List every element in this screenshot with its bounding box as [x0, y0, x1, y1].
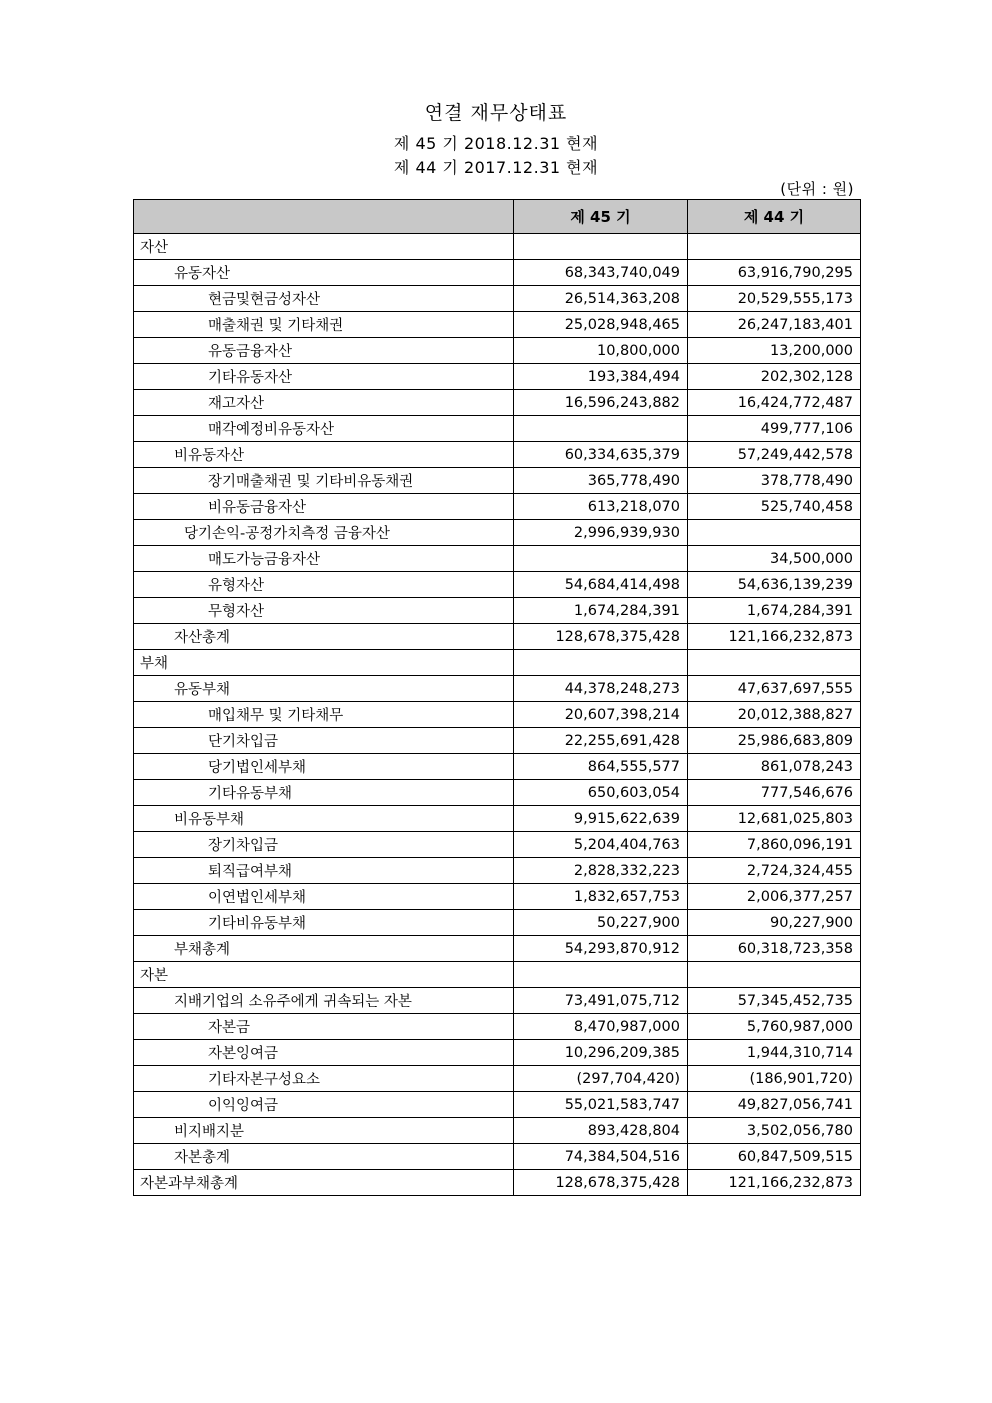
table-row	[134, 676, 861, 702]
current-period-value	[514, 962, 688, 988]
column-header-prior: 제 44 기	[688, 200, 861, 234]
prior-period-value: 378,778,490	[688, 468, 861, 494]
account-name: 현금및현금성자산	[134, 286, 514, 312]
current-period-value: 193,384,494	[514, 364, 688, 390]
current-period-value: 5,204,404,763	[514, 832, 688, 858]
account-name: 기타비유동부채	[134, 910, 514, 936]
prior-period-value: 60,318,723,358	[688, 936, 861, 962]
table-row	[134, 572, 861, 598]
current-period-value: 50,227,900	[514, 910, 688, 936]
prior-period-value: 63,916,790,295	[688, 260, 861, 286]
prior-period-value: 54,636,139,239	[688, 572, 861, 598]
current-period-value: 73,491,075,712	[514, 988, 688, 1014]
table-body	[134, 234, 861, 1196]
table-row	[134, 858, 861, 884]
account-name: 단기차입금	[134, 728, 514, 754]
column-header-current: 제 45 기	[514, 200, 688, 234]
table-row	[134, 1144, 861, 1170]
account-name: 유형자산	[134, 572, 514, 598]
table-row	[134, 494, 861, 520]
prior-period-value: 861,078,243	[688, 754, 861, 780]
table-row	[134, 286, 861, 312]
prior-period-value: 60,847,509,515	[688, 1144, 861, 1170]
prior-period-value: 1,674,284,391	[688, 598, 861, 624]
current-period-value: 893,428,804	[514, 1118, 688, 1144]
current-period: 제 45 기 2018.12.31 현재	[393, 134, 599, 153]
current-period-value: 2,996,939,930	[514, 520, 688, 546]
current-period-value: (297,704,420)	[514, 1066, 688, 1092]
prior-period-value	[688, 962, 861, 988]
prior-period-value: 121,166,232,873	[688, 1170, 861, 1196]
current-period-value: 8,470,987,000	[514, 1014, 688, 1040]
prior-period-value	[688, 650, 861, 676]
table-row	[134, 962, 861, 988]
prior-period-value: 49,827,056,741	[688, 1092, 861, 1118]
prior-period-value: 34,500,000	[688, 546, 861, 572]
table-row	[134, 260, 861, 286]
current-period-value: 1,832,657,753	[514, 884, 688, 910]
table-row	[134, 988, 861, 1014]
account-name: 비유동금융자산	[134, 494, 514, 520]
prior-period-value: 20,529,555,173	[688, 286, 861, 312]
table-row	[134, 910, 861, 936]
table-row	[134, 364, 861, 390]
prior-period: 제 44 기 2017.12.31 현재	[393, 158, 599, 177]
statement-title: 연결 재무상태표	[424, 102, 568, 124]
table-row	[134, 884, 861, 910]
account-name: 장기차입금	[134, 832, 514, 858]
account-name: 당기손익-공정가치측정 금융자산	[134, 520, 514, 546]
prior-period-value: 7,860,096,191	[688, 832, 861, 858]
prior-period-value: 47,637,697,555	[688, 676, 861, 702]
current-period-value: 9,915,622,639	[514, 806, 688, 832]
current-period-value: 68,343,740,049	[514, 260, 688, 286]
table-row	[134, 806, 861, 832]
table-row	[134, 1118, 861, 1144]
unit-note: (단위 : 원)	[780, 180, 854, 198]
current-period-value: 128,678,375,428	[514, 1170, 688, 1196]
current-period-value: 54,293,870,912	[514, 936, 688, 962]
prior-period-value: 13,200,000	[688, 338, 861, 364]
table-row	[134, 1014, 861, 1040]
prior-period-value: 20,012,388,827	[688, 702, 861, 728]
account-name: 비유동부채	[134, 806, 514, 832]
prior-period-value: 525,740,458	[688, 494, 861, 520]
account-name: 이연법인세부채	[134, 884, 514, 910]
table-row	[134, 234, 861, 260]
account-name: 기타자본구성요소	[134, 1066, 514, 1092]
balance-sheet-table	[133, 199, 861, 1196]
prior-period-value	[688, 520, 861, 546]
account-name: 자본총계	[134, 1144, 514, 1170]
table-row	[134, 546, 861, 572]
table-row	[134, 1092, 861, 1118]
table-row	[134, 598, 861, 624]
current-period-value: 44,378,248,273	[514, 676, 688, 702]
account-name: 이익잉여금	[134, 1092, 514, 1118]
table-row	[134, 312, 861, 338]
account-name: 부채	[134, 650, 514, 676]
account-name: 매도가능금융자산	[134, 546, 514, 572]
account-name: 매각예정비유동자산	[134, 416, 514, 442]
current-period-value: 864,555,577	[514, 754, 688, 780]
table-row	[134, 520, 861, 546]
current-period-value	[514, 650, 688, 676]
account-name: 지배기업의 소유주에게 귀속되는 자본	[134, 988, 514, 1014]
account-name: 비지배지분	[134, 1118, 514, 1144]
table-row	[134, 754, 861, 780]
current-period-value: 10,800,000	[514, 338, 688, 364]
current-period-value	[514, 546, 688, 572]
prior-period-value: 5,760,987,000	[688, 1014, 861, 1040]
prior-period-value: 16,424,772,487	[688, 390, 861, 416]
prior-period-value: 202,302,128	[688, 364, 861, 390]
prior-period-value: 57,249,442,578	[688, 442, 861, 468]
table-header-row	[134, 200, 861, 234]
current-period-value: 54,684,414,498	[514, 572, 688, 598]
table-row	[134, 390, 861, 416]
prior-period-value: (186,901,720)	[688, 1066, 861, 1092]
account-name: 유동부채	[134, 676, 514, 702]
current-period-value: 365,778,490	[514, 468, 688, 494]
account-name: 당기법인세부채	[134, 754, 514, 780]
account-name: 자본잉여금	[134, 1040, 514, 1066]
table-row	[134, 1170, 861, 1196]
prior-period-value: 57,345,452,735	[688, 988, 861, 1014]
account-name: 유동금융자산	[134, 338, 514, 364]
current-period-value: 20,607,398,214	[514, 702, 688, 728]
prior-period-value: 12,681,025,803	[688, 806, 861, 832]
prior-period-value: 26,247,183,401	[688, 312, 861, 338]
current-period-value	[514, 234, 688, 260]
account-name: 자본	[134, 962, 514, 988]
table-row	[134, 650, 861, 676]
current-period-value: 2,828,332,223	[514, 858, 688, 884]
account-name: 장기매출채권 및 기타비유동채권	[134, 468, 514, 494]
account-name: 유동자산	[134, 260, 514, 286]
current-period-value: 650,603,054	[514, 780, 688, 806]
prior-period-value: 25,986,683,809	[688, 728, 861, 754]
prior-period-value: 499,777,106	[688, 416, 861, 442]
account-name: 부채총계	[134, 936, 514, 962]
account-name: 퇴직급여부채	[134, 858, 514, 884]
account-name: 기타유동자산	[134, 364, 514, 390]
table-row	[134, 338, 861, 364]
current-period-value: 1,674,284,391	[514, 598, 688, 624]
table-row	[134, 832, 861, 858]
table-row	[134, 780, 861, 806]
prior-period-value	[688, 234, 861, 260]
prior-period-value: 90,227,900	[688, 910, 861, 936]
prior-period-value: 2,006,377,257	[688, 884, 861, 910]
table-row	[134, 468, 861, 494]
table-row	[134, 1066, 861, 1092]
table-row	[134, 728, 861, 754]
account-name: 매출채권 및 기타채권	[134, 312, 514, 338]
table-row	[134, 1040, 861, 1066]
current-period-value: 60,334,635,379	[514, 442, 688, 468]
account-name: 자본금	[134, 1014, 514, 1040]
table-row	[134, 624, 861, 650]
current-period-value: 74,384,504,516	[514, 1144, 688, 1170]
column-header-account	[134, 200, 514, 234]
table-row	[134, 416, 861, 442]
current-period-value: 26,514,363,208	[514, 286, 688, 312]
table-row	[134, 442, 861, 468]
current-period-value: 25,028,948,465	[514, 312, 688, 338]
account-name: 기타유동부채	[134, 780, 514, 806]
prior-period-value: 1,944,310,714	[688, 1040, 861, 1066]
prior-period-value: 777,546,676	[688, 780, 861, 806]
current-period-value: 10,296,209,385	[514, 1040, 688, 1066]
account-name: 재고자산	[134, 390, 514, 416]
prior-period-value: 2,724,324,455	[688, 858, 861, 884]
account-name: 무형자산	[134, 598, 514, 624]
prior-period-value: 121,166,232,873	[688, 624, 861, 650]
current-period-value	[514, 416, 688, 442]
table-row	[134, 936, 861, 962]
current-period-value: 613,218,070	[514, 494, 688, 520]
current-period-value: 16,596,243,882	[514, 390, 688, 416]
table-row	[134, 702, 861, 728]
account-name: 자본과부채총계	[134, 1170, 514, 1196]
current-period-value: 22,255,691,428	[514, 728, 688, 754]
account-name: 비유동자산	[134, 442, 514, 468]
account-name: 자산	[134, 234, 514, 260]
prior-period-value: 3,502,056,780	[688, 1118, 861, 1144]
account-name: 매입채무 및 기타채무	[134, 702, 514, 728]
current-period-value: 55,021,583,747	[514, 1092, 688, 1118]
current-period-value: 128,678,375,428	[514, 624, 688, 650]
account-name: 자산총계	[134, 624, 514, 650]
